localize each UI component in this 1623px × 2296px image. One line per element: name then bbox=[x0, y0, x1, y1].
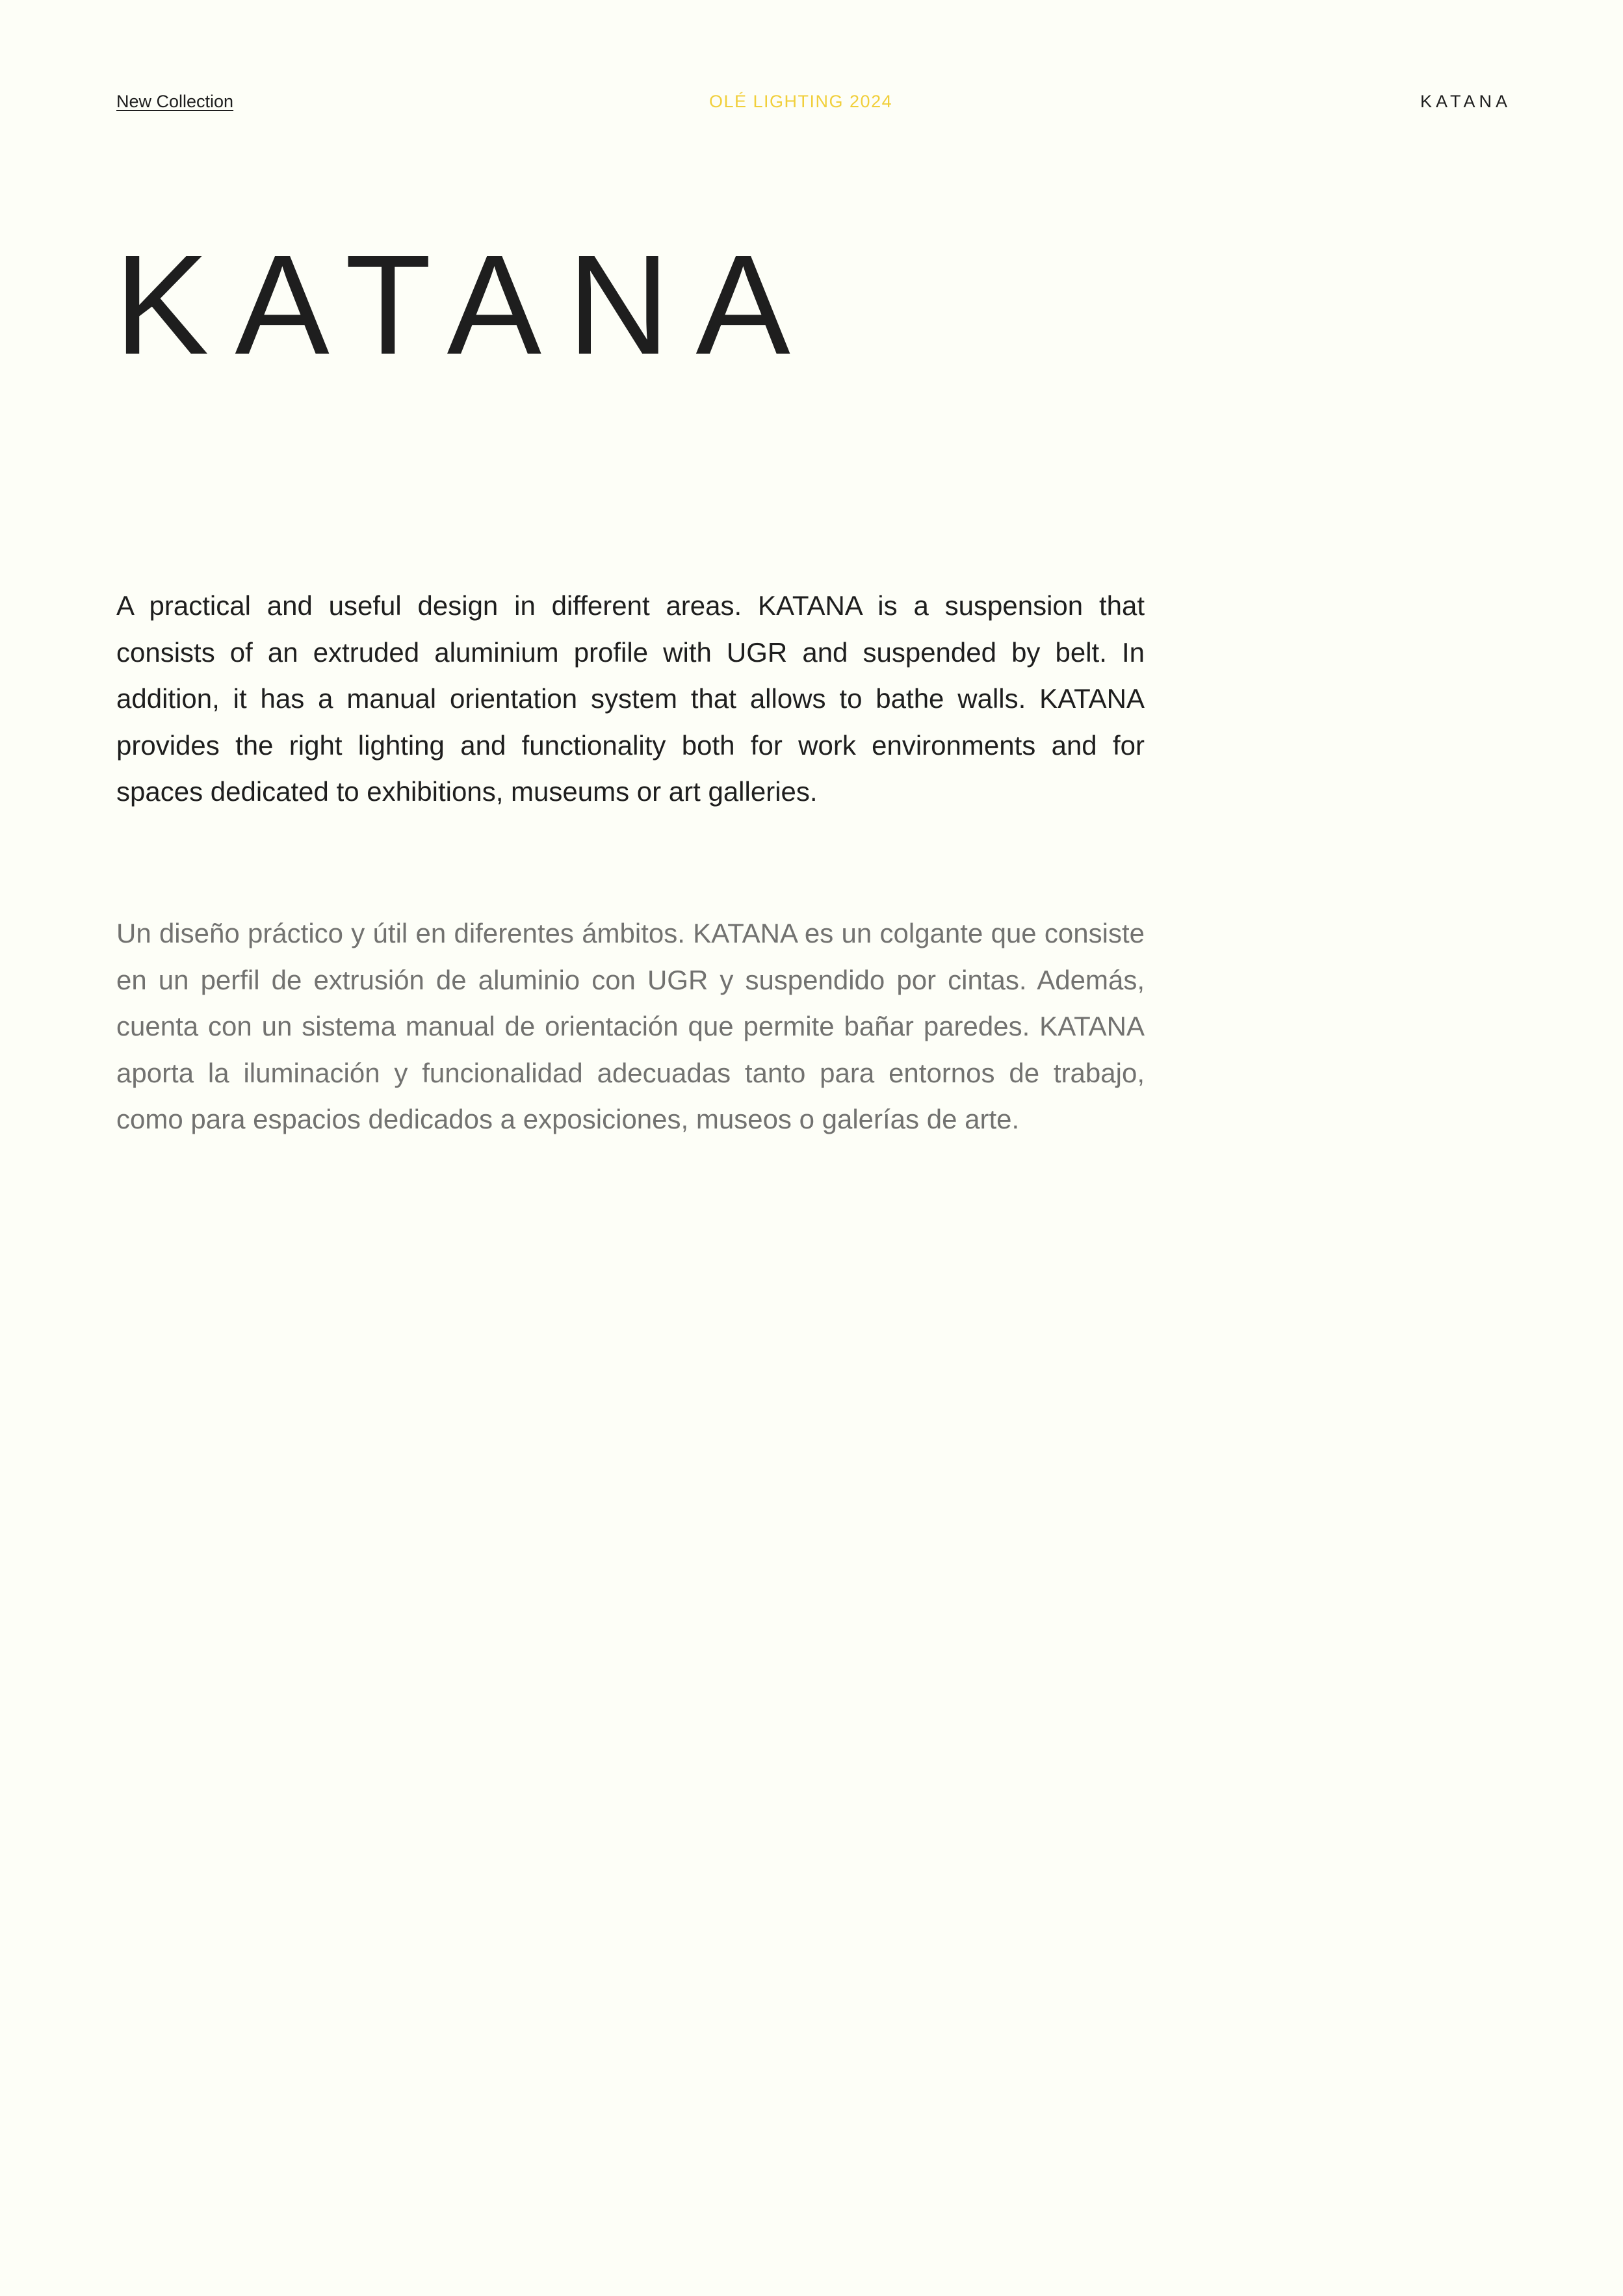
page-title: KATANA bbox=[114, 226, 816, 384]
product-name-label: KATANA bbox=[1420, 92, 1511, 111]
brand-year-label: OLÉ LIGHTING 2024 bbox=[709, 92, 893, 111]
page-header bbox=[116, 88, 1511, 114]
description-spanish: Un diseño práctico y útil en diferentes ámbitos. KATANA es un colgante que consiste en un perfil de extrusión de aluminio con UGR y suspendido por cintas. Además, cuenta con un sistema manual de orientación que permite bañar paredes. KATANA aporta la iluminación y funcionalidad adecuadas tanto para entornos de trabajo, como para espacios dedicados a exposiciones, museos o galerías de arte. bbox=[116, 918, 1145, 1134]
description-english: A practical and useful design in different areas. KATANA is a suspension that consists of an extruded aluminium profile with UGR and suspended by belt. In addition, it has a manual orientation system that allows to bathe walls. KATANA provides the right lighting and functionality both for work environments and for spaces dedicated to exhibitions, museums or art galleries. bbox=[116, 590, 1145, 807]
new-collection-link[interactable]: New Collection bbox=[116, 92, 234, 111]
